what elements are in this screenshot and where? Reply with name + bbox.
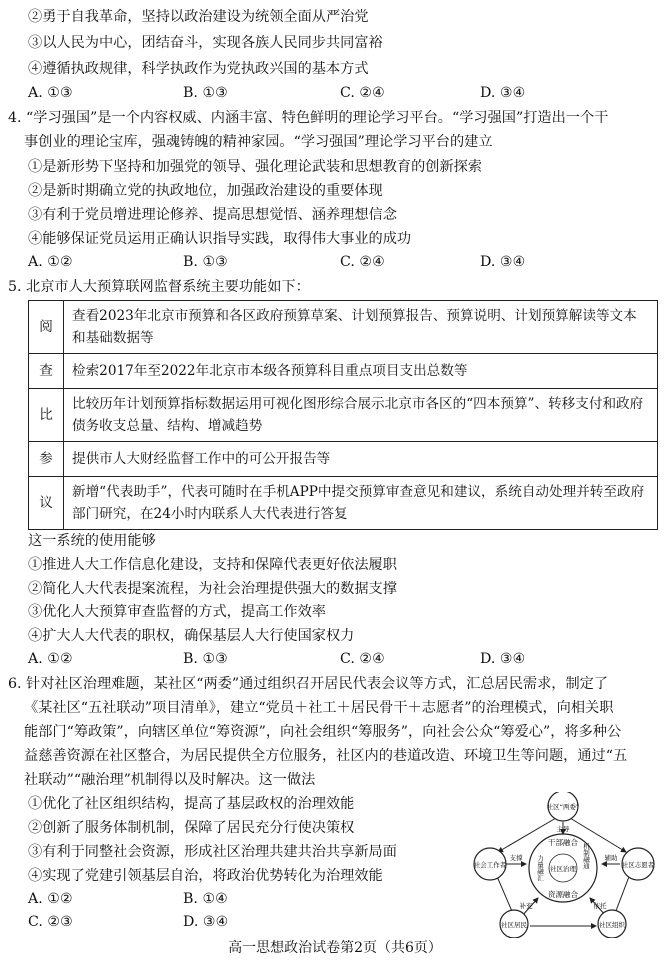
q6-stem-line-5: 社联动”“融治理”机制得以及时解决。这一做法 bbox=[24, 772, 316, 788]
center-left-label: 力量融汇 bbox=[536, 855, 544, 881]
node-label: 社区“两委” bbox=[546, 803, 580, 811]
table-row bbox=[29, 354, 658, 389]
q5-item-1: ①推进人大工作信息化建设，支持和保障代表更好依法履职 bbox=[28, 557, 397, 573]
q5-option-b[interactable]: B. ①③ bbox=[183, 651, 228, 667]
q6-item-4: ④实现了党建引领基层自治，将政治优势转化为治理效能 bbox=[28, 868, 383, 884]
node-label: 社区居民 bbox=[501, 921, 527, 929]
q6-item-3: ③有利于同整社会资源，形成社区治理共建共治共享新局面 bbox=[28, 844, 397, 860]
table-desc: 比较历年计划预算指标数据运用可视化图形综合展示北京市各区的“四本预算”、转移支付和政府债务收支总量、结构、增减趋势 bbox=[64, 389, 658, 442]
five-society-linkage-diagram bbox=[470, 792, 662, 938]
page-footer: 高一思想政治试卷第2页（共6页） bbox=[228, 940, 442, 956]
q5-option-c[interactable]: C. ②④ bbox=[340, 651, 385, 667]
arrow-label: 辅助 bbox=[604, 854, 618, 862]
q6-item-1: ①优化了社区组织结构，提高了基层政权的治理效能 bbox=[28, 796, 355, 812]
q3-item-3: ③以人民为中心，团结奋斗，实现各族人民同步共同富裕 bbox=[28, 35, 383, 51]
q3-option-c[interactable]: C. ②④ bbox=[340, 85, 385, 101]
q4-option-b[interactable]: B. ①③ bbox=[183, 254, 228, 270]
q4-option-a[interactable]: A. ①② bbox=[28, 254, 73, 270]
budget-system-table bbox=[28, 300, 658, 530]
diagram-edge bbox=[614, 874, 630, 916]
node-label: 社会工作者 bbox=[473, 861, 507, 869]
q5-stem: 5. 北京市人大预算联网监督系统主要功能如下： bbox=[8, 279, 310, 295]
q5-option-a[interactable]: A. ①② bbox=[28, 651, 73, 667]
q5-options bbox=[28, 648, 668, 670]
q6-option-a[interactable]: A. ①② bbox=[28, 891, 73, 907]
table-key: 阅 bbox=[29, 301, 64, 354]
table-desc: 检索2017年至2022年北京市本级各预算科目重点项目支出总数等 bbox=[64, 354, 658, 389]
arrow-label: 主导 bbox=[556, 825, 570, 833]
q3-option-d[interactable]: D. ③④ bbox=[480, 85, 526, 101]
table-row bbox=[29, 389, 658, 442]
q5-item-2: ②简化人大代表提案流程，为社会治理提供强大的数据支撑 bbox=[28, 581, 397, 597]
center-right-label: 机制融通 bbox=[582, 843, 590, 869]
q6-option-c[interactable]: C. ②③ bbox=[28, 914, 73, 930]
q6-option-d[interactable]: D. ③④ bbox=[183, 914, 229, 930]
q6-stem-line-2: 《某社区“五社联动”项目清单》，建立“党员＋社工＋居民骨干＋志愿者”的治理模式，向相关职 bbox=[24, 700, 614, 716]
q4-item-4: ④能够保证党员运用正确认识指导实践，取得伟大事业的成功 bbox=[28, 231, 412, 247]
table-row bbox=[29, 442, 658, 477]
q3-item-4: ④遵循执政规律，科学执政作为党执政兴国的基本方式 bbox=[28, 61, 369, 77]
q6-item-2: ②创新了服务体制机制，保障了居民充分行使决策权 bbox=[28, 820, 355, 836]
q4-option-c[interactable]: C. ②④ bbox=[340, 254, 385, 270]
q3-option-a[interactable]: A. ①③ bbox=[28, 85, 73, 101]
q5-after: 这一系统的使用能够 bbox=[28, 533, 156, 549]
q4-item-1: ①是新形势下坚持和加强党的领导、强化理论武装和思想教育的创新探索 bbox=[28, 159, 483, 175]
q4-option-d[interactable]: D. ③④ bbox=[480, 254, 526, 270]
q6-option-b[interactable]: B. ①④ bbox=[183, 891, 228, 907]
table-row bbox=[29, 301, 658, 354]
table-desc: 新增“代表助手”，代表可随时在手机APP中提交预算审查意见和建议，系统自动处理并转至政府部门研究，在24小时内联系人大代表进行答复 bbox=[64, 477, 658, 530]
q5-item-4: ④扩大人大代表的职权，确保基层人大行使国家权力 bbox=[28, 628, 355, 644]
node-label: 社区志愿者 bbox=[621, 861, 655, 869]
arrow-label: 补充 bbox=[519, 902, 533, 910]
table-key: 参 bbox=[29, 442, 64, 477]
table-key: 议 bbox=[29, 477, 64, 530]
table-desc: 提供市人大财经监督工作中的可公开报告等 bbox=[64, 442, 658, 477]
table-key: 比 bbox=[29, 389, 64, 442]
q4-item-2: ②是新时期确立党的执政地位，加强政治建设的重要体现 bbox=[28, 183, 383, 199]
table-key: 查 bbox=[29, 354, 64, 389]
q6-stem-line-3: 能部门“筹政策”，向辖区单位“筹资源”，向社会组织“筹服务”，向社会公众“筹爱心”，将多种公 bbox=[24, 724, 622, 740]
q4-options bbox=[28, 251, 668, 273]
center-mid-label: 社区治理 bbox=[550, 865, 576, 873]
table-desc: 查看2023年北京市预算和各区政府预算草案、计划预算报告、预算说明、计划预算解读等文本和基础数据等 bbox=[64, 301, 658, 354]
q3-options bbox=[28, 82, 668, 104]
node-label: 社区组织 bbox=[599, 921, 625, 929]
center-bottom-label: 资源融合 bbox=[548, 890, 578, 899]
q5-option-d[interactable]: D. ③④ bbox=[480, 651, 526, 667]
arrow-label: 依托 bbox=[593, 902, 607, 910]
q4-stem-line-2: 事创业的理论宝库，强魂铸魄的精神家园。“学习强国”理论学习平台的建立 bbox=[24, 134, 493, 150]
table-row bbox=[29, 477, 658, 530]
q6-stem-line-1: 6. 针对社区治理难题，某社区“两委”通过组织召开居民代表会议等方式，汇总居民需求，制定了 bbox=[8, 676, 609, 692]
q6-stem-line-4: 益慈善资源在社区整合，为居民提供全方位服务，社区内的巷道改造、环境卫生等问题，通过“五 bbox=[24, 748, 628, 764]
q3-item-2: ②勇于自我革命，坚持以政治建设为统领全面从严治党 bbox=[28, 9, 369, 25]
q4-item-3: ③有利于党员增进理论修养、提高思想觉悟、涵养理想信念 bbox=[28, 207, 397, 223]
q5-item-3: ③优化人大预算审查监督的方式，提高工作效率 bbox=[28, 604, 326, 620]
q4-stem-line-1: 4. “学习强国”是一个内容权威、内涵丰富、特色鲜明的理论学习平台。“学习强国”打造出一个干 bbox=[8, 110, 609, 126]
q3-option-b[interactable]: B. ①③ bbox=[183, 85, 228, 101]
center-top-label: 干部融合 bbox=[548, 838, 578, 847]
arrow-label: 支撑 bbox=[509, 854, 523, 862]
